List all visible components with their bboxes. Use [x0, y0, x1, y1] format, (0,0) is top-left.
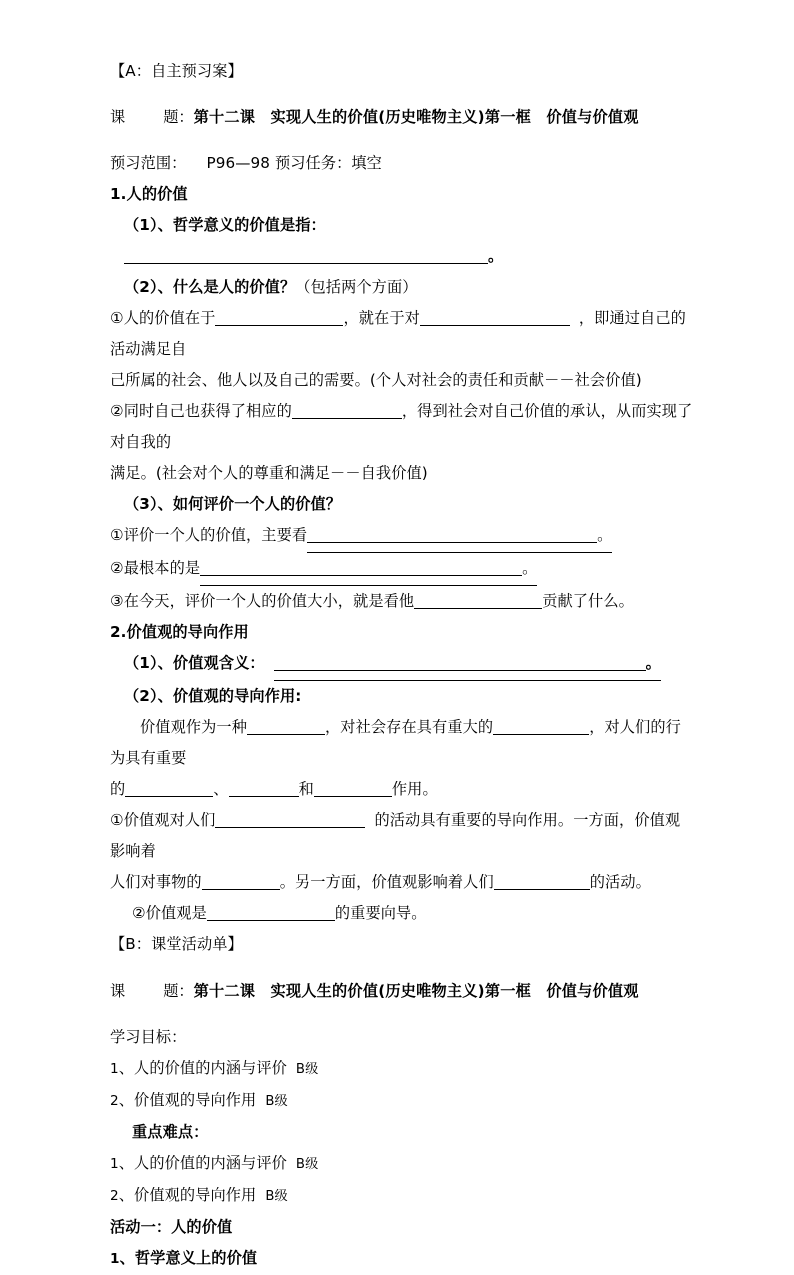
scope-value: P96—98 预习任务：填空 [206, 154, 382, 173]
blank-1-3-c[interactable] [414, 593, 542, 609]
answer-1-2-b-part1: ②同时自己也获得了相应的 [110, 402, 292, 421]
blank-1-2-a-1[interactable] [215, 310, 343, 326]
learning-goal-item [110, 1085, 694, 1117]
blank-2-2-a-2[interactable] [202, 874, 280, 890]
answer-1-3-c-part1: ③在今天，评价一个人的价值大小，就是看他 [110, 592, 415, 611]
blank-1-3-b[interactable] [200, 553, 537, 586]
item-1-heading: 1.人的价值 [110, 185, 188, 204]
lesson-label-colon: 题： [163, 108, 194, 127]
section-b-lesson-title-line [110, 976, 694, 1007]
goal-text: 价值观的导向作用 [134, 1090, 257, 1109]
lesson-title: 第十二课 实现人生的价值(历史唯物主义)第一框 价值与价值观 [193, 981, 639, 1000]
key-points-label: 重点难点： [132, 1122, 209, 1141]
blank-1-2-b-1[interactable] [292, 403, 402, 419]
key-point-separator: 、 [118, 1185, 135, 1204]
answer-2-2-body [110, 712, 694, 774]
answer-1-2-b-line2: 满足。(社会对个人的尊重和满足－－自我价值) [110, 464, 428, 483]
activity-item-text: 哲学意义上的价值 [134, 1248, 258, 1267]
answer-1-3-a-part1: ①评价一个人的价值，主要看 [110, 526, 308, 545]
question-2-1-label: （1）、价值观含义： [124, 654, 265, 673]
answer-2-2-b-part2: 的重要向导。 [334, 904, 427, 923]
question-2-1-end: 。 [645, 654, 661, 673]
answer-2-2-body-part2: ，对社会存在具有重大的 [325, 718, 494, 737]
goal-number: 1 [110, 1060, 119, 1077]
lesson-label: 课 [110, 981, 126, 1000]
lesson-label-colon: 题： [163, 981, 194, 1000]
scope-label: 预习范围： [110, 154, 187, 173]
goal-text: 人的价值的内涵与评价 [134, 1058, 287, 1077]
answer-2-2-line2-part2: 和 [298, 780, 314, 799]
answer-2-2-b-part1: ②价值观是 [132, 904, 207, 923]
answer-1-3-b [110, 553, 694, 586]
answer-1-2-a-part3: ，即通过自己的活动满足自 [110, 309, 686, 359]
answer-2-2-a-line2-part2: 。另一方面，价值观影响着人们 [279, 873, 494, 892]
question-1-1 [110, 210, 694, 272]
learning-goals-label: 学习目标： [110, 1027, 187, 1046]
blank-2-2-3[interactable] [125, 781, 213, 797]
answer-2-2-a-part2: 的活动具有重要的导向作用。一方面，价值观影响着 [110, 811, 681, 861]
section-b-header: 【B：课堂活动单】 [110, 935, 243, 954]
blank-2-2-4[interactable] [229, 781, 299, 797]
answer-2-2-a-line2-part3: 的活动。 [589, 873, 651, 892]
blank-2-2-5[interactable] [314, 781, 392, 797]
blank-2-1-rule[interactable] [274, 655, 646, 671]
blank-1-3-b-rule[interactable] [200, 560, 522, 576]
blank-2-1[interactable] [274, 648, 661, 681]
answer-2-2-a-line2-part1: 人们对事物的 [110, 873, 202, 892]
blank-1-2-a-2[interactable] [420, 310, 570, 326]
goal-number: 2 [110, 1092, 119, 1109]
key-point-level: B级 [265, 1188, 288, 1204]
blank-2-2-a-3[interactable] [494, 874, 590, 890]
answer-1-2-a [110, 303, 694, 365]
question-1-2-label: （2）、什么是人的价值？ [124, 278, 296, 297]
blank-2-2-b-1[interactable] [207, 905, 335, 921]
blank-2-2-1[interactable] [247, 719, 325, 735]
question-2-1 [110, 648, 694, 681]
goal-level: B级 [265, 1093, 288, 1109]
key-point-item [110, 1148, 694, 1180]
document-body [110, 56, 694, 1275]
learning-goal-item [110, 1053, 694, 1085]
question-1-1-end: 。 [488, 247, 504, 266]
answer-2-2-line2-part1: 的 [110, 780, 126, 799]
blank-2-2-2[interactable] [493, 719, 589, 735]
question-1-3-label: （3）、如何评价一个人的价值？ [124, 495, 342, 514]
answer-1-2-a-part2: ，就在于对 [343, 309, 420, 328]
answer-1-2-b [110, 396, 694, 458]
lesson-label: 课 [110, 108, 126, 127]
key-point-separator: 、 [118, 1153, 135, 1172]
answer-2-2-b [110, 898, 694, 929]
blank-1-3-a[interactable] [307, 520, 612, 553]
answer-2-2-a [110, 805, 694, 867]
question-1-2-note: （包括两个方面） [295, 278, 418, 297]
goal-separator: 、 [118, 1090, 135, 1109]
answer-1-3-b-end: 。 [522, 559, 538, 578]
key-point-text: 人的价值的内涵与评价 [134, 1153, 287, 1172]
blank-1-1[interactable] [124, 248, 488, 264]
activity-1-heading: 活动一：人的价值 [110, 1217, 233, 1236]
answer-2-2-body-part3: ，对人们的行为具有重要 [110, 718, 681, 768]
goal-separator: 、 [118, 1058, 135, 1077]
blank-2-2-a-1[interactable] [215, 812, 365, 828]
blank-1-3-a-rule[interactable] [307, 527, 597, 543]
answer-1-3-b-part1: ②最根本的是 [110, 559, 201, 578]
item-2-heading: 2.价值观的导向作用 [110, 623, 249, 642]
answer-1-3-a-end: 。 [597, 526, 613, 545]
key-point-number: 2 [110, 1187, 119, 1204]
question-2-2-label: （2）、价值观的导向作用: [124, 687, 302, 706]
key-point-item [110, 1180, 694, 1212]
answer-2-2-body-part1: 价值观作为一种 [140, 718, 248, 737]
key-point-level: B级 [295, 1156, 319, 1172]
question-1-2 [110, 272, 694, 303]
section-a-header: 【A：自主预习案】 [110, 62, 243, 80]
answer-1-3-a [110, 520, 694, 553]
key-point-number: 1 [110, 1155, 119, 1172]
question-1-1-label: （1）、哲学意义的价值是指： [124, 216, 326, 235]
answer-2-2-a-line2 [110, 867, 694, 898]
answer-2-2-body-line2 [110, 774, 694, 805]
answer-2-2-a-part1: ①价值观对人们 [110, 811, 216, 830]
activity-item-separator: 、 [119, 1248, 135, 1267]
activity-item-number: 1 [110, 1250, 120, 1267]
answer-1-2-a-line2: 己所属的社会、他人以及自己的需要。(个人对社会的责任和贡献－－社会价值) [110, 371, 642, 390]
answer-2-2-line2-sep: 、 [213, 780, 229, 799]
activity-1-item-1 [110, 1243, 694, 1275]
goal-level: B级 [295, 1061, 319, 1077]
section-a-scope-line [110, 148, 694, 179]
key-point-text: 价值观的导向作用 [134, 1185, 257, 1204]
answer-1-3-c [110, 586, 694, 617]
answer-1-3-c-part2: 贡献了什么。 [542, 592, 634, 611]
section-a-lesson-title-line [110, 102, 694, 133]
answer-1-2-a-part1: ①人的价值在于 [110, 309, 216, 328]
answer-1-2-b-part2: ，得到社会对自己价值的承认，从而实现了对自我的 [110, 402, 693, 452]
answer-2-2-line2-part3: 作用。 [391, 780, 438, 799]
lesson-title: 第十二课 实现人生的价值(历史唯物主义)第一框 价值与价值观 [193, 108, 639, 127]
